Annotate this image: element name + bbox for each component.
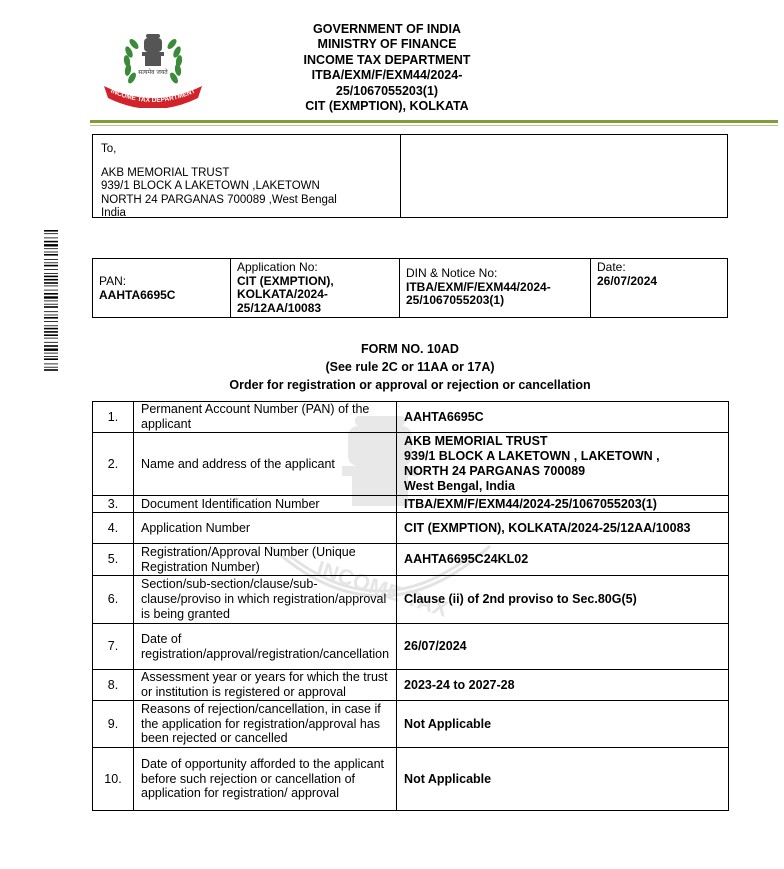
row-label: Document Identification Number bbox=[134, 496, 397, 513]
barcode-bar bbox=[44, 273, 58, 274]
pan-cell bbox=[93, 259, 231, 317]
form-number: FORM NO. 10AD bbox=[361, 342, 459, 356]
barcode-bar bbox=[44, 265, 58, 267]
row-number: 8. bbox=[93, 670, 134, 701]
barcode-bar bbox=[44, 325, 58, 326]
barcode-bar bbox=[44, 321, 58, 322]
row-number: 9. bbox=[93, 701, 134, 748]
address-line-district: NORTH 24 PARGANAS 700089 ,West Bengal bbox=[101, 193, 337, 206]
din-label: DIN & Notice No: bbox=[406, 266, 498, 280]
svg-text:INCOME TAX: INCOME TAX bbox=[313, 555, 452, 622]
din-value: ITBA/EXM/F/EXM44/2024-25/1067055203(1) bbox=[406, 279, 551, 307]
barcode-bar bbox=[44, 317, 58, 319]
address-box bbox=[92, 134, 728, 218]
barcode-bar bbox=[44, 276, 58, 278]
barcode-bar bbox=[44, 349, 58, 351]
barcode-bar bbox=[44, 282, 58, 284]
barcode-bar bbox=[44, 238, 58, 239]
row-label: Date of opportunity afforded to the applicant before such rejection or cancellation of application for registration/ approval bbox=[134, 748, 397, 811]
row-label: Date of registration/approval/registration/cancellation bbox=[134, 624, 397, 670]
to-label: To, bbox=[101, 143, 117, 155]
row-value-line: AKB MEMORIAL TRUST bbox=[404, 434, 548, 449]
row-number: 4. bbox=[93, 513, 134, 544]
barcode-bar bbox=[44, 353, 58, 354]
barcode-bar bbox=[44, 262, 58, 263]
barcode-bar bbox=[44, 290, 58, 291]
row-value: AAHTA6695C24KL02 bbox=[397, 544, 729, 576]
din-cell bbox=[400, 259, 591, 317]
row-label: Name and address of the applicant bbox=[134, 433, 397, 496]
svg-text:सत्यमेव जयते: सत्यमेव जयते bbox=[138, 69, 168, 76]
row-value bbox=[397, 433, 729, 496]
order-details-table bbox=[92, 401, 729, 811]
barcode-bar bbox=[44, 331, 58, 333]
header-line-din-1: ITBA/EXM/F/EXM44/2024- bbox=[311, 68, 463, 83]
row-value-line: West Bengal, India bbox=[404, 478, 515, 493]
row-number: 2. bbox=[93, 433, 134, 496]
barcode-bar bbox=[44, 304, 58, 305]
row-label: Registration/Approval Number (Unique Registration Number) bbox=[134, 544, 397, 576]
barcode bbox=[44, 230, 58, 372]
address-line-country: India bbox=[101, 207, 126, 220]
barcode-bar bbox=[44, 230, 58, 232]
row-number: 3. bbox=[93, 496, 134, 513]
barcode-bar bbox=[44, 369, 58, 371]
barcode-bar bbox=[44, 345, 58, 347]
table-row bbox=[93, 670, 729, 701]
row-number: 10. bbox=[93, 748, 134, 811]
barcode-bar bbox=[44, 367, 58, 368]
barcode-bar bbox=[44, 269, 58, 270]
row-number: 1. bbox=[93, 402, 134, 433]
recipient-address bbox=[93, 135, 401, 220]
header-divider bbox=[90, 120, 778, 123]
barcode-bar bbox=[44, 342, 58, 343]
barcode-bar bbox=[44, 254, 58, 256]
barcode-bar bbox=[44, 301, 58, 302]
barcode-bar bbox=[44, 233, 58, 234]
barcode-bar bbox=[44, 364, 58, 365]
application-cell bbox=[231, 259, 400, 317]
barcode-bar bbox=[44, 293, 58, 295]
row-value-line: NORTH 24 PARGANAS 700089 bbox=[404, 464, 586, 478]
income-tax-department-logo bbox=[98, 24, 208, 108]
address-line-street: 939/1 BLOCK A LAKETOWN ,LAKETOWN bbox=[101, 180, 320, 193]
barcode-bar bbox=[44, 252, 58, 253]
row-value: 26/07/2024 bbox=[397, 624, 729, 670]
document-header bbox=[262, 22, 512, 114]
row-label: Assessment year or years for which the trust or institution is registered or approval bbox=[134, 670, 397, 701]
barcode-bar bbox=[44, 315, 58, 316]
barcode-bar bbox=[44, 286, 58, 287]
row-value-line: 939/1 BLOCK A LAKETOWN , LAKETOWN , bbox=[404, 449, 660, 464]
table-row bbox=[93, 624, 729, 670]
row-number: 6. bbox=[93, 576, 134, 624]
row-value: ITBA/EXM/F/EXM44/2024-25/1067055203(1) bbox=[397, 496, 729, 513]
barcode-bar bbox=[44, 356, 58, 357]
pan-label: PAN: bbox=[99, 274, 127, 288]
row-label: Section/sub-section/clause/sub-clause/proviso in which registration/approval is being granted bbox=[134, 576, 397, 624]
row-label: Permanent Account Number (PAN) of the applicant bbox=[134, 402, 397, 433]
barcode-bar bbox=[44, 338, 58, 339]
table-row bbox=[93, 402, 729, 433]
info-box bbox=[92, 258, 728, 318]
table-row bbox=[93, 701, 729, 748]
form-rule: (See rule 2C or 11AA or 17A) bbox=[325, 360, 495, 374]
row-number: 5. bbox=[93, 544, 134, 576]
header-line-office: CIT (EXMPTION), KOLKATA bbox=[305, 99, 469, 114]
barcode-bar bbox=[44, 279, 58, 281]
barcode-bar bbox=[44, 244, 58, 246]
barcode-bar bbox=[44, 241, 58, 243]
date-value: 26/07/2024 bbox=[597, 273, 658, 288]
barcode-bar bbox=[44, 328, 58, 330]
table-row bbox=[93, 513, 729, 544]
header-divider-thin bbox=[90, 125, 778, 126]
table-row bbox=[93, 496, 729, 513]
table-row bbox=[93, 544, 729, 576]
header-line-government: GOVERNMENT OF INDIA bbox=[313, 22, 461, 36]
row-value: Not Applicable bbox=[397, 748, 729, 811]
row-value: Not Applicable bbox=[397, 701, 729, 748]
row-label: Application Number bbox=[134, 513, 397, 544]
row-value: 2023-24 to 2027-28 bbox=[397, 670, 729, 701]
pan-value: AAHTA6695C bbox=[99, 287, 176, 302]
barcode-bar bbox=[44, 358, 58, 360]
table-row bbox=[93, 748, 729, 811]
barcode-bar bbox=[44, 306, 58, 308]
row-value: AAHTA6695C bbox=[397, 402, 729, 433]
barcode-bar bbox=[44, 259, 58, 260]
row-value: Clause (ii) of 2nd proviso to Sec.80G(5) bbox=[397, 576, 729, 624]
row-label: Reasons of rejection/cancellation, in case if the application for registration/approval has been rejected or cancelled bbox=[134, 701, 397, 748]
row-number: 7. bbox=[93, 624, 134, 670]
barcode-bar bbox=[44, 296, 58, 298]
application-value: CIT (EXMPTION), KOLKATA/2024-25/12AA/10083 bbox=[237, 273, 334, 315]
date-cell bbox=[591, 259, 727, 317]
date-label: Date: bbox=[597, 260, 626, 274]
form-subtitle: Order for registration or approval or rejection or cancellation bbox=[229, 378, 591, 392]
barcode-bar bbox=[44, 311, 58, 312]
barcode-bar bbox=[44, 248, 58, 249]
row-value: CIT (EXMPTION), KOLKATA/2024-25/12AA/10083 bbox=[397, 513, 729, 544]
header-line-din-2: 25/1067055203(1) bbox=[335, 83, 439, 98]
address-line-name: AKB MEMORIAL TRUST bbox=[101, 166, 230, 179]
header-line-department: INCOME TAX DEPARTMENT bbox=[303, 52, 471, 67]
table-row bbox=[93, 576, 729, 624]
application-label: Application No: bbox=[237, 260, 318, 274]
barcode-bar bbox=[44, 334, 58, 336]
form-title-block bbox=[92, 340, 728, 394]
table-row bbox=[93, 433, 729, 496]
header-line-ministry: MINISTRY OF FINANCE bbox=[317, 37, 457, 52]
svg-text:INCOME TAX DEPARTMENT: INCOME TAX DEPARTMENT bbox=[109, 87, 197, 105]
